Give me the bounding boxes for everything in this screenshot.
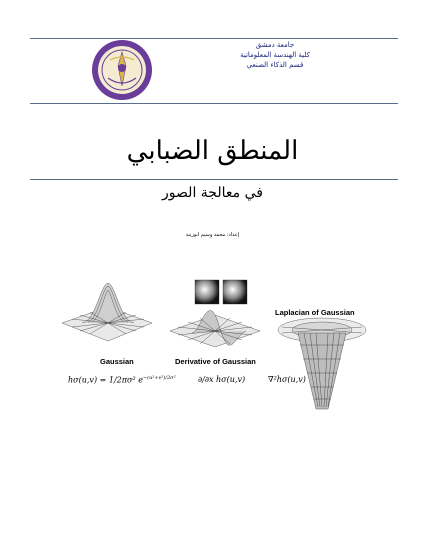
author-line: إعداد: محمد وسيم ابوزينة xyxy=(185,232,240,238)
institution-block xyxy=(185,40,365,70)
laplacian-label: Laplacian of Gaussian xyxy=(275,308,355,317)
institution-university: جامعة دمشق xyxy=(255,41,295,49)
institution-faculty: كلية الهندسة المعلوماتية xyxy=(240,51,310,59)
gaussian-figure xyxy=(60,275,370,415)
derivative-label: Derivative of Gaussian xyxy=(175,357,256,366)
institution-department: قسم الذكاء الصنعي xyxy=(246,61,304,69)
laplacian-surface xyxy=(278,318,366,409)
gaussian-formula-lhs: hσ(u,v) = xyxy=(68,375,107,385)
document-title: المنطق الضبابي xyxy=(126,136,299,166)
title-rule xyxy=(30,179,398,180)
gaussian-formula-rhs: 1/2πσ² e xyxy=(108,375,143,385)
top-rule xyxy=(30,38,398,39)
derivative-surface xyxy=(170,280,260,347)
gaussian-surface xyxy=(62,283,152,341)
derivative-formula: ∂/∂x hσ(u,v) xyxy=(198,375,246,384)
gaussian-formula-exponent: −(u²+v²)/2σ² xyxy=(142,375,176,381)
document-subtitle: في معالجة الصور xyxy=(162,185,263,201)
header-bottom-rule xyxy=(30,103,398,104)
gaussian-label: Gaussian xyxy=(100,357,134,366)
gaussian-formula xyxy=(68,375,176,385)
laplacian-formula: ∇²hσ(u,v) xyxy=(268,375,306,384)
university-seal-icon xyxy=(90,38,154,102)
